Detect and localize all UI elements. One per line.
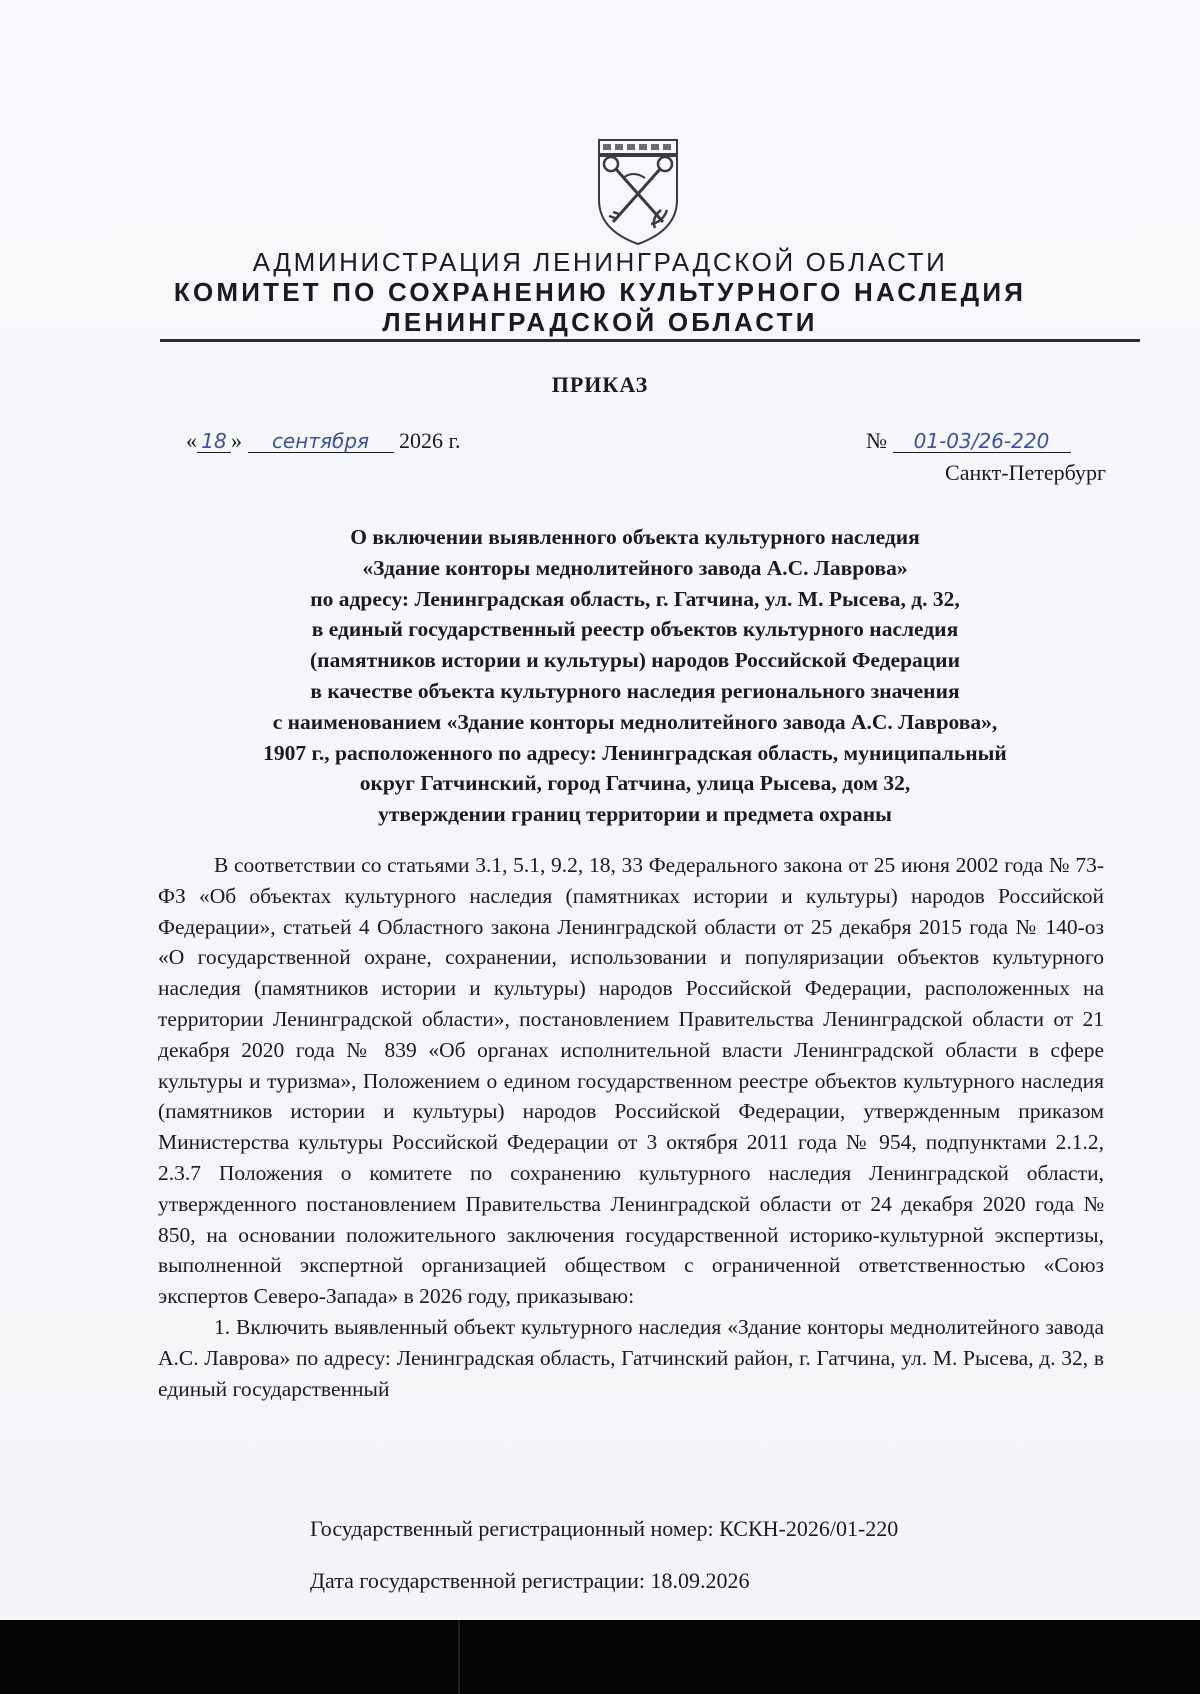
order-number: 01-03/26-220 xyxy=(893,430,1071,453)
order-subject xyxy=(140,522,1130,830)
order-number-line xyxy=(866,428,1071,454)
subject-line: (памятников истории и культуры) народов Российской Федерации xyxy=(310,648,960,673)
order-city: Санкт-Петербург xyxy=(945,460,1106,485)
order-month: сентября xyxy=(248,430,394,453)
subject-line: по адресу: Ленинградская область, г. Гатчина, ул. М. Рысева, д. 32, xyxy=(310,586,960,611)
committee-title-line1: КОМИТЕТ ПО СОХРАНЕНИЮ КУЛЬТУРНОГО НАСЛЕДИЯ xyxy=(173,277,1027,307)
subject-line: округ Гатчинский, город Гатчина, улица Рысева, дом 32, xyxy=(359,771,911,796)
administration-title: АДМИНИСТРАЦИЯ ЛЕНИНГРАДСКОЙ ОБЛАСТИ xyxy=(252,247,948,277)
registration-number: Государственный регистрационный номер: КСКН-2026/01-220 xyxy=(310,1516,899,1541)
order-title: ПРИКАЗ xyxy=(551,372,649,397)
subject-line: с наименованием «Здание конторы меднолитейного завода А.С. Лаврова», xyxy=(272,709,998,734)
subject-line: в единый государственный реестр объектов культурного наследия xyxy=(311,617,959,642)
body-paragraph: 1. Включить выявленный объект культурного наследия «Здание конторы меднолитейного завода А.С. Лаврова» по адресу: Ленинградская область, Гатчинский район, г. Гатчина, ул. М. Рысева, д. 32, в единый государственный xyxy=(158,1314,1104,1401)
subject-line: «Здание конторы меднолитейного завода А.С. Лаврова» xyxy=(362,555,908,580)
scan-footer-bar xyxy=(0,1620,1200,1694)
order-year: 2026 г. xyxy=(399,428,461,453)
order-date xyxy=(186,428,461,454)
subject-line: утверждении границ территории и предмета охраны xyxy=(378,802,892,827)
quote-close: » xyxy=(231,428,242,453)
number-sign: № xyxy=(866,428,887,453)
subject-line: О включении выявленного объекта культурного наследия xyxy=(350,525,920,549)
committee-title-line2: ЛЕНИНГРАДСКОЙ ОБЛАСТИ xyxy=(382,307,818,337)
subject-line: в качестве объекта культурного наследия регионального значения xyxy=(310,678,960,703)
body-paragraph: В соответствии со статьями 3.1, 5.1, 9.2, 18, 33 Федерального закона от 25 июня 2002 года № 73-ФЗ «Об объектах культурного наследия (памятниках истории и культуры) народов Российской Федерации», статьей 4 Областного закона Ленинградской области от 25 декабря 2015 года № 140-оз «О государственной охране, сохранении, использовании и популяризации объектов культурного наследия (памятников истории и культуры) народов Российской Федерации, расположенных на территории Ленинградской области», постановлением Правительства Ленинградской области от 21 декабря 2020 года № 839 «Об органах исполнительной власти Ленинградской области в сфере культуры и туризма», Положением о едином государственном реестре объектов культурного наследия (памятников истории и культуры) народов Российской Федерации, утвержденным приказом Министерства культуры Российской Федерации от 3 октября 2011 года № 954, подпунктами 2.1.2, 2.3.7 Положения о комитете по сохранению культурного наследия Ленинградской области, утвержденного постановлением Правительства Ленинградской области от 24 декабря 2020 года № 850, на основании положительного заключения государственной историко-культурной экспертизы, выполненной экспертной организацией обществом с ограниченной ответственностью «Союз экспертов Северо-Запада» в 2026 году, приказываю: xyxy=(158,853,1104,1309)
scan-footer-divider xyxy=(458,1620,460,1694)
order-body xyxy=(158,850,1104,1404)
header-divider xyxy=(160,339,1140,342)
registration-date: Дата государственной регистрации: 18.09.2026 xyxy=(310,1568,750,1593)
quote-open: « xyxy=(186,428,197,453)
order-day: 18 xyxy=(197,430,231,453)
coat-of-arms-icon xyxy=(593,138,683,246)
subject-line: 1907 г., расположенного по адресу: Ленинградская область, муниципальный xyxy=(263,740,1007,765)
